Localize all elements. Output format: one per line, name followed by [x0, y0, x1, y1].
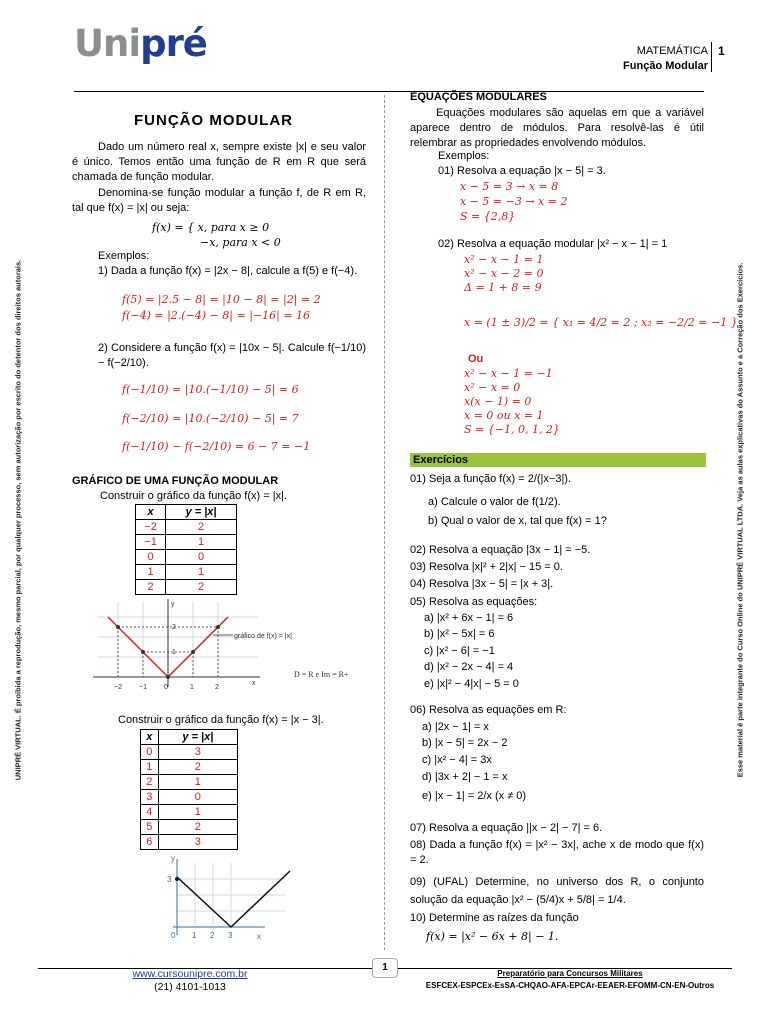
side-text-right: Esse material é parte integrante do Curso Online do UNIPRÉ VIRTUAL LTDA. Veja as aulas explicativas do Assunto e a Correção dos Exercícios.: [735, 262, 745, 778]
table-row: 2 1: [141, 775, 238, 790]
value-table-1: [135, 504, 237, 595]
eq-example-2-solution: S = {−1, 0, 1, 2}: [464, 423, 560, 436]
column-separator: [384, 95, 385, 950]
side-text-left: UNIPRÉ VIRTUAL. É proibida a reprodução, mesmo parcial, por qualquer processo, sem autorização por escrito do detentor dos direitos autorais.: [13, 259, 23, 781]
exercise-05-e: e) |x|² − 4|x| − 5 = 0: [424, 678, 519, 690]
exercise-05-d: d) |x² − 2x − 4| = 4: [424, 661, 514, 673]
exercise-05-a: a) |x² + 6x − 1| = 6: [424, 612, 514, 624]
tick-label: −1: [139, 684, 147, 691]
table-row: 2 2: [136, 580, 237, 595]
footer-exams: ESFCEX-ESPCEx-EsSA-CHQAO-AFA-EPCAr-EEAER-EFOMM-CN-EN-Outros: [425, 981, 715, 990]
graph-abs-x-minus-3: [165, 853, 295, 945]
tick-label: 2: [215, 684, 219, 691]
exercise-05-b: b) |x² − 5x| = 6: [424, 628, 495, 640]
eq-example-2: 02) Resolva a equação modular |x² − x − 1| = 1: [438, 238, 668, 250]
eq-example-2-step: x² − x − 1 = −1: [464, 367, 553, 380]
exercise-01-a: a) Calcule o valor de f(1/2).: [428, 496, 561, 508]
tick-label: 0: [164, 684, 168, 691]
graph-1-domain: D = R e Im = R+: [294, 670, 349, 679]
exercise-06-e: e) |x − 1| = 2/x (x ≠ 0): [422, 790, 527, 802]
value-table-2: [140, 729, 238, 850]
exercise-06-c: c) |x² − 4| = 3x: [422, 754, 492, 766]
exercise-05: 05) Resolva as equações:: [410, 596, 538, 608]
example-1: 1) Dada a função f(x) = |2x − 8|, calcule a f(5) e f(−4).: [98, 265, 358, 277]
exercise-10-function: f(x) = |x² − 6x + 8| − 1.: [426, 930, 559, 943]
table-header: y = |x|: [158, 730, 237, 745]
tick-label: 3: [228, 931, 233, 940]
table-row: 1 1: [136, 565, 237, 580]
eq-example-2-step: x² − x − 1 = 1: [464, 253, 544, 266]
exercise-01: 01) Seja a função f(x) = 2/(|x−3|).: [410, 473, 572, 485]
eq-example-2-step: Δ = 1 + 8 = 9: [464, 281, 542, 294]
axis-label-x: x: [252, 680, 256, 687]
table-row: 6 3: [141, 835, 238, 850]
footer-contact: [130, 968, 250, 994]
example-2: 2) Considere a função f(x) = |10x − 5|. Calcule f(−1/10) − f(−2/10).: [98, 342, 366, 369]
table-row: 5 2: [141, 820, 238, 835]
footer-tagline: Preparatório para Concursos Militares: [497, 969, 643, 978]
example-1-result-2: f(−4) = |2.(−4) − 8| = |−16| = 16: [122, 309, 311, 322]
graph-section-title: GRÁFICO DE UMA FUNÇÃO MODULAR: [72, 475, 279, 487]
eq-example-2-or: Ou: [468, 353, 484, 365]
website-link[interactable]: www.cursounipre.com.br: [132, 968, 248, 980]
graph-1-legend: gráfico de f(x) = |x|: [234, 633, 292, 640]
table-row: 4 1: [141, 805, 238, 820]
header-subject: [623, 44, 708, 74]
exercise-06-a: a) |2x − 1| = x: [422, 721, 489, 733]
eq-example-1-step-2: x − 5 = −3 → x = 2: [460, 195, 568, 208]
graph-2-instruction: Construir o gráfico da função f(x) = |x − 3|.: [118, 714, 324, 726]
exercise-04: 04) Resolva |3x − 5| = |x + 3|.: [410, 578, 554, 590]
table-header: x: [141, 730, 159, 745]
equations-paragraph: Equações modulares são aquelas em que a variável aparece dentro de módulos. Para resolvê-las é útil relembrar as propriedades envolvendo módulos.: [410, 107, 704, 149]
header-rule: [74, 91, 704, 92]
table-header: x: [136, 505, 166, 520]
tick-label: 3: [167, 875, 172, 884]
definition-line-2: −x, para x < 0: [200, 236, 281, 249]
exercise-06-b: b) |x − 5| = 2x − 2: [422, 737, 508, 749]
tick-label: 1: [190, 684, 194, 691]
exercises-header: Exercícios: [410, 453, 706, 467]
exercise-10: 10) Determine as raízes da função: [410, 912, 579, 924]
tick-label: 2: [210, 931, 215, 940]
eq-example-2-step: x² − x − 2 = 0: [464, 267, 544, 280]
graph-abs-x: [88, 597, 350, 697]
tick-label: 0: [171, 931, 176, 940]
topic-label: Função Modular: [623, 60, 708, 72]
page-title: FUNÇÃO MODULAR: [134, 112, 293, 129]
subject-label: MATEMÁTICA: [636, 45, 708, 57]
exercise-06: 06) Resolva as equações em R:: [410, 704, 567, 716]
eq-example-1: 01) Resolva a equação |x − 5| = 3.: [438, 165, 606, 177]
footer-page-number: 1: [372, 958, 398, 978]
example-2-result-2: f(−2/10) = |10.(−2/10) − 5| = 7: [122, 412, 299, 425]
table-row: 0 3: [141, 745, 238, 760]
exercise-08: 08) Dada a função f(x) = |x² − 3x|, ache x de modo que f(x) = 2.: [410, 839, 704, 866]
eq-example-2-roots: x = (1 ± 3)/2 = { x₁ = 4/2 = 2 ; x₂ = −2/2 = −1 }: [464, 316, 738, 329]
header-page-number: 1: [718, 44, 725, 58]
logo: Unipré: [74, 22, 207, 65]
exercise-05-c: c) |x² − 6| = −1: [424, 645, 495, 657]
exercise-02: 02) Resolva a equação |3x − 1| = −5.: [410, 544, 591, 556]
exercise-01-b: b) Qual o valor de x, tal que f(x) = 1?: [428, 515, 607, 527]
tick-label: 1: [192, 931, 197, 940]
examples-label: Exemplos:: [98, 250, 150, 262]
axis-label-y: y: [171, 601, 175, 608]
eq-example-2-step: x = 0 ou x = 1: [464, 409, 544, 422]
phone-number: (21) 4101-1013: [154, 981, 226, 993]
table-header: y = |x|: [166, 505, 237, 520]
exercise-06-d: d) |3x + 2| − 1 = x: [422, 771, 508, 783]
table-row: −2 2: [136, 520, 237, 535]
eq-example-1-solution: S = {2,8}: [460, 210, 516, 223]
exercise-07: 07) Resolva a equação ||x − 2| − 7| = 6.: [410, 822, 603, 834]
examples-label: Exemplos:: [438, 150, 490, 162]
example-2-result-1: f(−1/10) = |10.(−1/10) − 5| = 6: [122, 383, 299, 396]
eq-example-2-step: x² − x = 0: [464, 381, 521, 394]
tick-label: 1: [172, 649, 176, 656]
example-1-result-1: f(5) = |2.5 − 8| = |10 − 8| = |2| = 2: [122, 293, 321, 306]
table-row: 1 2: [141, 760, 238, 775]
definition-paragraph: Denomina-se função modular a função f, de R em R, tal que f(x) = |x| ou seja:: [72, 187, 366, 214]
eq-example-1-step-1: x − 5 = 3 → x = 8: [460, 180, 559, 193]
table-row: 0 0: [136, 550, 237, 565]
tick-label: −2: [114, 684, 122, 691]
definition-line-1: f(x) = { x, para x ≥ 0: [152, 221, 270, 234]
axis-label-x: x: [257, 932, 261, 941]
footer-info: [420, 968, 720, 992]
equations-title: EQUAÇÕES MODULARES: [410, 91, 547, 103]
graph-1-instruction: Construir o gráfico da função f(x) = |x|.: [100, 490, 287, 502]
tick-label: 2: [172, 624, 176, 631]
table-row: −1 1: [136, 535, 237, 550]
intro-paragraph: Dado um número real x, sempre existe |x| e seu valor é único. Temos então uma função de R em R que será chamada de função modular.: [72, 141, 366, 183]
example-2-result-3: f(−1/10) − f(−2/10) = 6 − 7 = −1: [122, 440, 311, 453]
eq-example-2-step: x(x − 1) = 0: [464, 395, 532, 408]
table-row: 3 0: [141, 790, 238, 805]
exercise-03: 03) Resolva |x|² + 2|x| − 15 = 0.: [410, 561, 563, 573]
header-divider: [711, 42, 712, 72]
exercise-09: 09) (UFAL) Determine, no universo dos R, o conjunto solução da equação |x² − (5/4)x + 5/8| = 1/4.: [410, 876, 704, 906]
axis-label-y: y: [171, 854, 175, 863]
